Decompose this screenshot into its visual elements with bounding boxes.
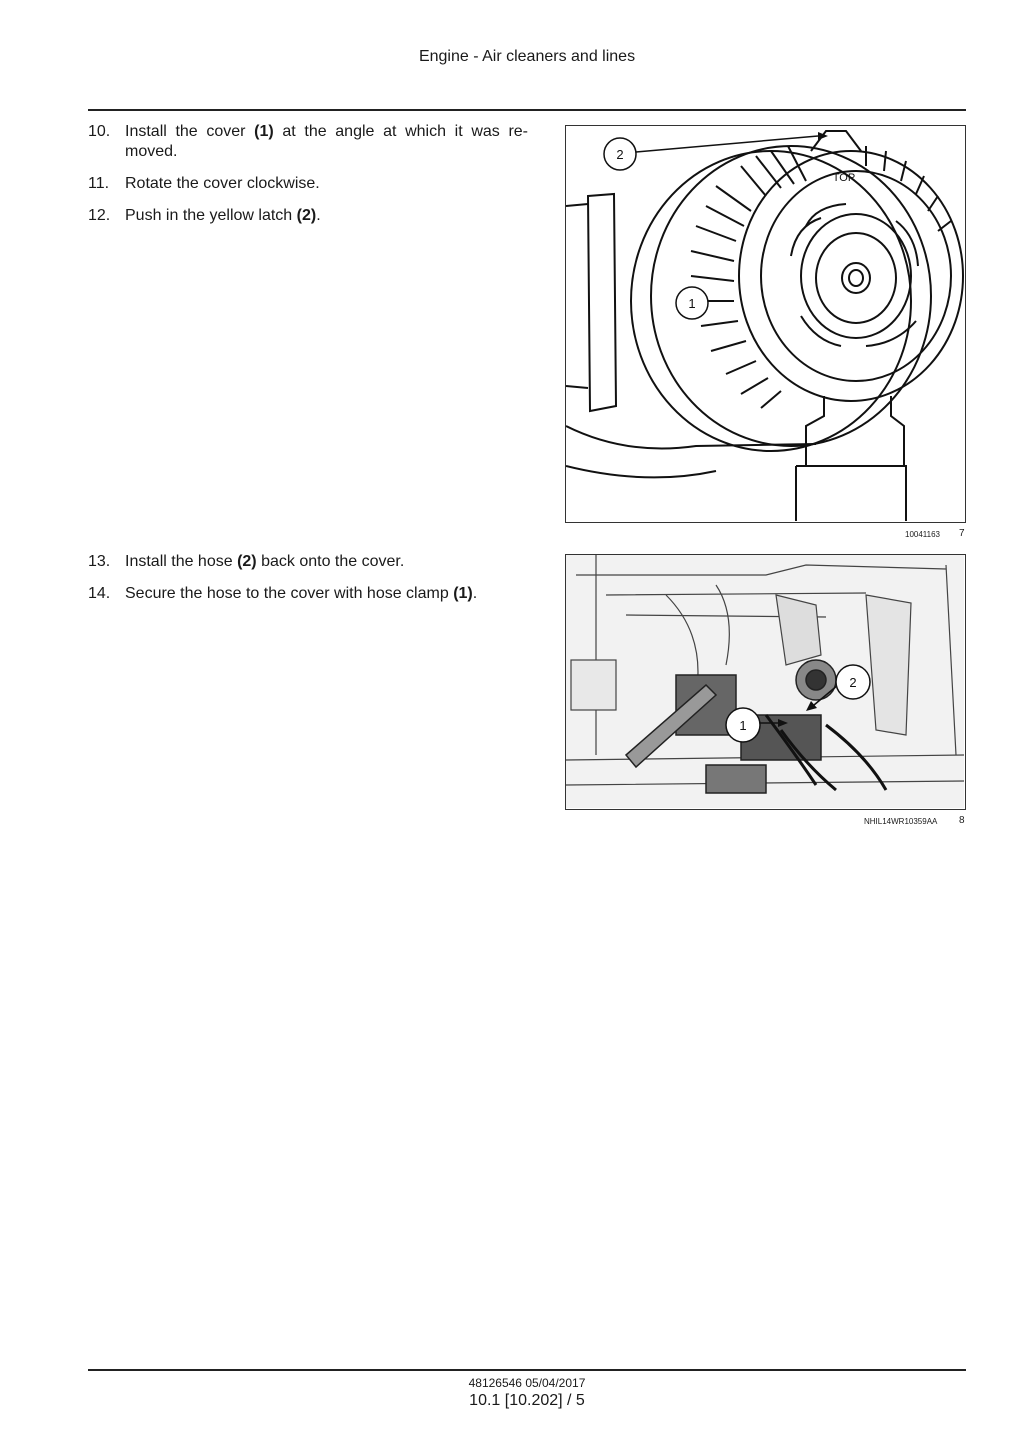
steps-list-2 bbox=[88, 552, 528, 616]
step-text: Rotate the cover clockwise. bbox=[125, 175, 320, 192]
figure-8-number: 8 bbox=[959, 815, 965, 826]
step-number: 14. bbox=[88, 585, 111, 602]
figure-7-number: 7 bbox=[959, 528, 965, 539]
steps-list-1 bbox=[88, 122, 528, 238]
step-11 bbox=[88, 174, 528, 194]
footer-page-number: 10.1 [10.202] / 5 bbox=[469, 1392, 585, 1409]
callout-2-label: 2 bbox=[616, 147, 624, 162]
step-number: 12. bbox=[88, 207, 111, 224]
footer-doc-code: 48126546 05/04/2017 bbox=[468, 1376, 586, 1390]
step-number: 11. bbox=[88, 175, 110, 192]
page-header-title: Engine - Air cleaners and lines bbox=[418, 48, 636, 65]
callout-1-label: 1 bbox=[739, 718, 747, 733]
step-14 bbox=[88, 584, 528, 604]
step-13 bbox=[88, 552, 528, 572]
callout-2-label: 2 bbox=[849, 675, 857, 690]
figure-7-code: 10041163 bbox=[905, 530, 940, 539]
figure-8-code: NHIL14WR10359AA bbox=[864, 817, 938, 826]
step-text: Install the cover (1) at the angle at which it was re-moved. bbox=[125, 123, 529, 160]
figure-air-cleaner-cover bbox=[565, 125, 966, 523]
step-text: Push in the yellow latch (2). bbox=[125, 207, 321, 224]
step-12 bbox=[88, 206, 528, 226]
header-rule bbox=[88, 109, 966, 111]
engine-bay-photo bbox=[566, 555, 964, 808]
callout-1-label: 1 bbox=[688, 296, 696, 311]
step-number: 10. bbox=[88, 123, 111, 140]
air-cleaner-illustration bbox=[566, 126, 964, 521]
step-text: Secure the hose to the cover with hose clamp (1). bbox=[125, 585, 478, 602]
step-text: Install the hose (2) back onto the cover. bbox=[125, 553, 405, 570]
footer-rule bbox=[88, 1369, 966, 1371]
step-10 bbox=[88, 122, 528, 162]
step-number: 13. bbox=[88, 553, 111, 570]
top-marking-label: TOP bbox=[832, 172, 856, 184]
figure-engine-bay-photo bbox=[565, 554, 966, 810]
